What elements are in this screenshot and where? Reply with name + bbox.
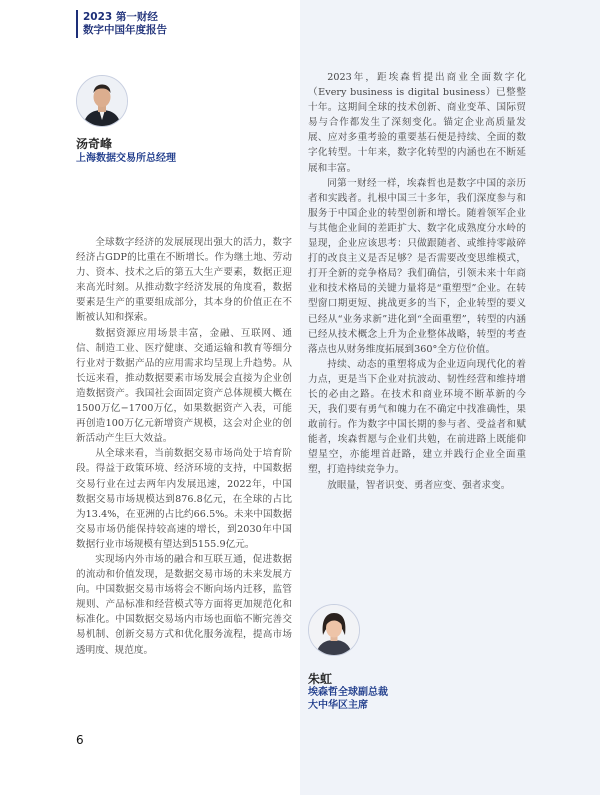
header-title-line2: 数字中国年度报告 — [83, 24, 167, 36]
left-paragraph: 全球数字经济的发展展现出强大的活力，数字经济占GDP的比重在不断增长。作为继土地、劳动力、资本、技术之后的第五大生产要素，数据正迎来高光时刻。从推动数字经济发展的角度看，数据要素是生产的重要组成部分，其本身的价值正在不断被认知和探索。 — [76, 237, 292, 324]
author1-name: 汤奇峰 — [76, 137, 113, 151]
right-article-column — [308, 70, 526, 493]
author2-title-line1: 埃森哲全球副总裁 — [308, 687, 388, 698]
page-number: 6 — [76, 733, 84, 747]
portrait-man-icon — [77, 76, 127, 126]
portrait-woman-icon — [309, 605, 359, 655]
avatar-author1 — [76, 75, 128, 127]
right-paragraph: 2023年，距埃森哲提出商业全面数字化（Every business is digital business）已整整十年。这期间全球的技术创新、商业变革、国际贸易与合作都发生了深刻变化。锚定企业高质量发展、应对多重考验的重要基石便是持续、全面的数字化转型。十年来，数字化转型的内涵也在不断延展和丰富。 — [308, 72, 526, 174]
right-paragraph: 同第一财经一样，埃森哲也是数字中国的亲历者和实践者。扎根中国三十多年，我们深度参与和服务于中国企业的转型创新和增长。随着领军企业与其他企业间的差距扩大、数字化成熟度分水岭的显现，企业应该思考：只做跟随者、或维持零敲碎打的改良主义是否足够？是否需要改变思维模式，打开全新的竞争格局？我们确信，引领未来十年商业和技术格局的关键力量将是“重塑型”企业。在转型窗口期更短、挑战更多的当下，企业转型的要义已经从“业务求新”进化到“全面重塑”，转型的内涵已经从技术概念上升为企业整体战略，转型的考查落点也从财务维度拓展到360°全方位价值。 — [308, 177, 526, 355]
right-paragraph: 持续、动态的重塑将成为企业迈向现代化的着力点，更是当下企业对抗波动、韧性经营和维持增长的必由之路。在技术和商业环境不断革新的今天，我们要有勇气和魄力在不确定中找准确性，果敢前行。作为数字中国长期的参与者、受益者和赋能者，埃森哲愿与企业们共勉，在前进路上既能仰望星空，亦能埋首赶路，建立并践行企业全面重塑，打造持续竞争力。 — [308, 358, 526, 476]
left-article-column — [76, 235, 292, 658]
left-paragraph: 实现场内外市场的融合和互联互通，促进数据的流动和价值发现，是数据交易市场的未来发展方向。中国数据交易市场将会不断向场内迁移，监管规则、产品标准和经营模式等方面将更加规范化和标准化。中国数据交易场内市场也面临不断完善交易机制、创新交易方式和优化服务流程，提高市场透明度、规范度。 — [76, 553, 292, 656]
author2-name: 朱虹 — [308, 672, 333, 686]
author1-title: 上海数据交易所总经理 — [76, 153, 176, 164]
header-rule — [76, 10, 78, 38]
author2-title-line2: 大中华区主席 — [308, 700, 368, 711]
right-paragraph: 放眼量，智者识变、勇者应变、强者求变。 — [327, 479, 511, 491]
header-title-line1: 2023 第一财经 — [83, 11, 158, 23]
left-paragraph: 数据资源应用场景丰富，金融、互联网、通信、制造工业、医疗健康、交通运输和教育等细分行业对于数据产品的应用需求均呈现上升趋势。从长远来看，推动数据要素市场发展会直接为企业创造数据资产。我国社会面固定资产总体规模大概在1500万亿−1700万亿，如果数据资产入表，可能再创造100万亿元新增资产规模，这会对企业的创新活动产生巨大效益。 — [76, 327, 292, 445]
avatar-author2 — [308, 604, 360, 656]
left-paragraph: 从全球来看，当前数据交易市场尚处于培育阶段。得益于政策环境、经济环境的支持，中国数据交易行业在过去两年内发展迅速，2022年，中国数据交易市场规模达到876.8亿元，在全球的占比为13.4%，在亚洲的占比约66.5%。未来中国数据交易市场仍能保持较高速的增长，到2030年中国数据行业市场规模有望达到5155.9亿元。 — [76, 448, 292, 550]
